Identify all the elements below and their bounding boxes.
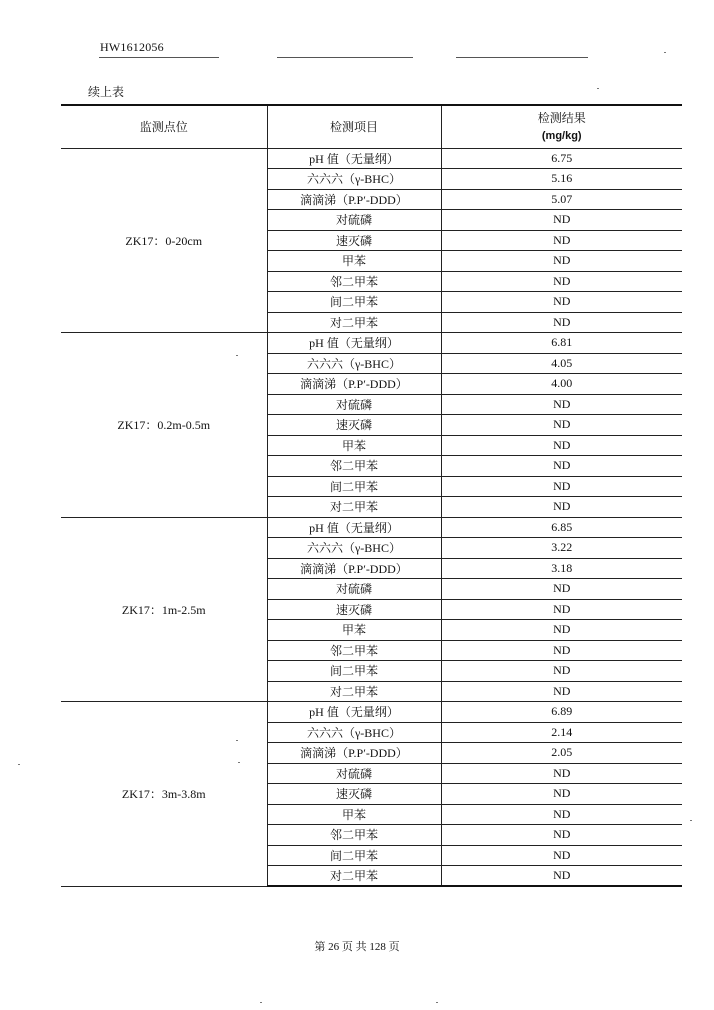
test-result-cell: ND: [441, 312, 682, 333]
test-result-cell: ND: [441, 579, 682, 600]
test-result-cell: ND: [441, 845, 682, 866]
test-result-cell: ND: [441, 415, 682, 436]
test-item-cell: 对二甲苯: [267, 497, 441, 518]
test-item-cell: 六六六（γ-BHC）: [267, 353, 441, 374]
test-item-cell: 对二甲苯: [267, 866, 441, 887]
table-row: [61, 333, 682, 354]
page-footer: 第 26 页 共 128 页: [314, 941, 400, 953]
test-item-cell: 速灭磷: [267, 415, 441, 436]
test-item-cell: pH 值（无量纲）: [267, 333, 441, 354]
test-result-cell: ND: [441, 804, 682, 825]
test-result-cell: 4.05: [441, 353, 682, 374]
scan-speck: [236, 740, 238, 741]
sampling-point-cell: ZK17：0-20cm: [61, 148, 267, 333]
test-result-cell: 5.16: [441, 169, 682, 190]
test-result-cell: 2.05: [441, 743, 682, 764]
test-item-cell: 速灭磷: [267, 599, 441, 620]
test-item-cell: 速灭磷: [267, 230, 441, 251]
test-result-cell: 6.75: [441, 148, 682, 169]
test-item-cell: 对硫磷: [267, 763, 441, 784]
test-item-cell: 邻二甲苯: [267, 271, 441, 292]
test-item-cell: 对二甲苯: [267, 681, 441, 702]
test-result-cell: ND: [441, 394, 682, 415]
test-result-cell: ND: [441, 497, 682, 518]
results-table: [61, 104, 682, 887]
test-item-cell: pH 值（无量纲）: [267, 702, 441, 723]
test-item-cell: 速灭磷: [267, 784, 441, 805]
scan-speck: [18, 764, 20, 765]
test-item-cell: 六六六（γ-BHC）: [267, 722, 441, 743]
test-item-cell: 滴滴涕（P.P′-DDD）: [267, 743, 441, 764]
scan-speck: [260, 1002, 262, 1003]
table-row: [61, 702, 682, 723]
test-item-cell: 对硫磷: [267, 210, 441, 231]
test-result-cell: ND: [441, 435, 682, 456]
test-result-cell: ND: [441, 210, 682, 231]
test-item-cell: 滴滴涕（P.P′-DDD）: [267, 558, 441, 579]
header-rule-right: [456, 57, 588, 58]
test-result-cell: ND: [441, 825, 682, 846]
test-item-cell: 间二甲苯: [267, 661, 441, 682]
column-header-result: [441, 105, 682, 148]
table-row: [61, 517, 682, 538]
test-result-cell: ND: [441, 456, 682, 477]
test-item-cell: 甲苯: [267, 251, 441, 272]
scan-speck: [436, 1002, 438, 1003]
column-header-result-label: 检测结果: [537, 110, 586, 125]
test-result-cell: 3.22: [441, 538, 682, 559]
test-item-cell: 邻二甲苯: [267, 825, 441, 846]
test-result-cell: 6.81: [441, 333, 682, 354]
test-item-cell: 邻二甲苯: [267, 640, 441, 661]
test-result-cell: 6.89: [441, 702, 682, 723]
sampling-point-cell: ZK17：3m-3.8m: [61, 702, 267, 887]
document-id: HW1612056: [100, 40, 164, 54]
test-item-cell: 对硫磷: [267, 394, 441, 415]
test-result-cell: ND: [441, 681, 682, 702]
test-item-cell: 甲苯: [267, 804, 441, 825]
table-caption: 续上表: [88, 85, 125, 99]
test-item-cell: 甲苯: [267, 620, 441, 641]
test-result-cell: ND: [441, 599, 682, 620]
test-item-cell: 六六六（γ-BHC）: [267, 169, 441, 190]
sampling-point-cell: ZK17：0.2m-0.5m: [61, 333, 267, 518]
test-item-cell: 对二甲苯: [267, 312, 441, 333]
test-item-cell: 六六六（γ-BHC）: [267, 538, 441, 559]
test-result-cell: ND: [441, 763, 682, 784]
column-header-point: 监测点位: [61, 105, 267, 148]
test-item-cell: 邻二甲苯: [267, 456, 441, 477]
column-header-item: 检测项目: [267, 105, 441, 148]
scan-speck: [597, 88, 599, 89]
test-result-cell: ND: [441, 620, 682, 641]
test-result-cell: ND: [441, 271, 682, 292]
header-rule-middle: [277, 57, 413, 58]
test-item-cell: 间二甲苯: [267, 292, 441, 313]
table-header-row: [61, 105, 682, 148]
test-result-cell: ND: [441, 230, 682, 251]
test-result-cell: ND: [441, 640, 682, 661]
test-item-cell: 间二甲苯: [267, 476, 441, 497]
test-result-cell: 2.14: [441, 722, 682, 743]
table-body: [61, 148, 682, 886]
scan-speck: [238, 762, 240, 763]
test-result-cell: ND: [441, 292, 682, 313]
test-item-cell: pH 值（无量纲）: [267, 148, 441, 169]
test-result-cell: 6.85: [441, 517, 682, 538]
scan-speck: [690, 820, 692, 821]
test-result-cell: 5.07: [441, 189, 682, 210]
test-item-cell: pH 值（无量纲）: [267, 517, 441, 538]
test-item-cell: 对硫磷: [267, 579, 441, 600]
test-item-cell: 滴滴涕（P.P′-DDD）: [267, 189, 441, 210]
test-result-cell: ND: [441, 661, 682, 682]
test-result-cell: 3.18: [441, 558, 682, 579]
test-item-cell: 甲苯: [267, 435, 441, 456]
scan-speck: [236, 355, 238, 356]
test-result-cell: ND: [441, 476, 682, 497]
sampling-point-cell: ZK17：1m-2.5m: [61, 517, 267, 702]
test-result-cell: 4.00: [441, 374, 682, 395]
test-item-cell: 间二甲苯: [267, 845, 441, 866]
test-result-cell: ND: [441, 866, 682, 887]
test-result-cell: ND: [441, 784, 682, 805]
column-header-result-unit: (mg/kg): [541, 129, 582, 142]
table-row: [61, 148, 682, 169]
scan-speck: [664, 52, 666, 53]
test-item-cell: 滴滴涕（P.P′-DDD）: [267, 374, 441, 395]
test-result-cell: ND: [441, 251, 682, 272]
header-rule-left: [99, 57, 219, 58]
